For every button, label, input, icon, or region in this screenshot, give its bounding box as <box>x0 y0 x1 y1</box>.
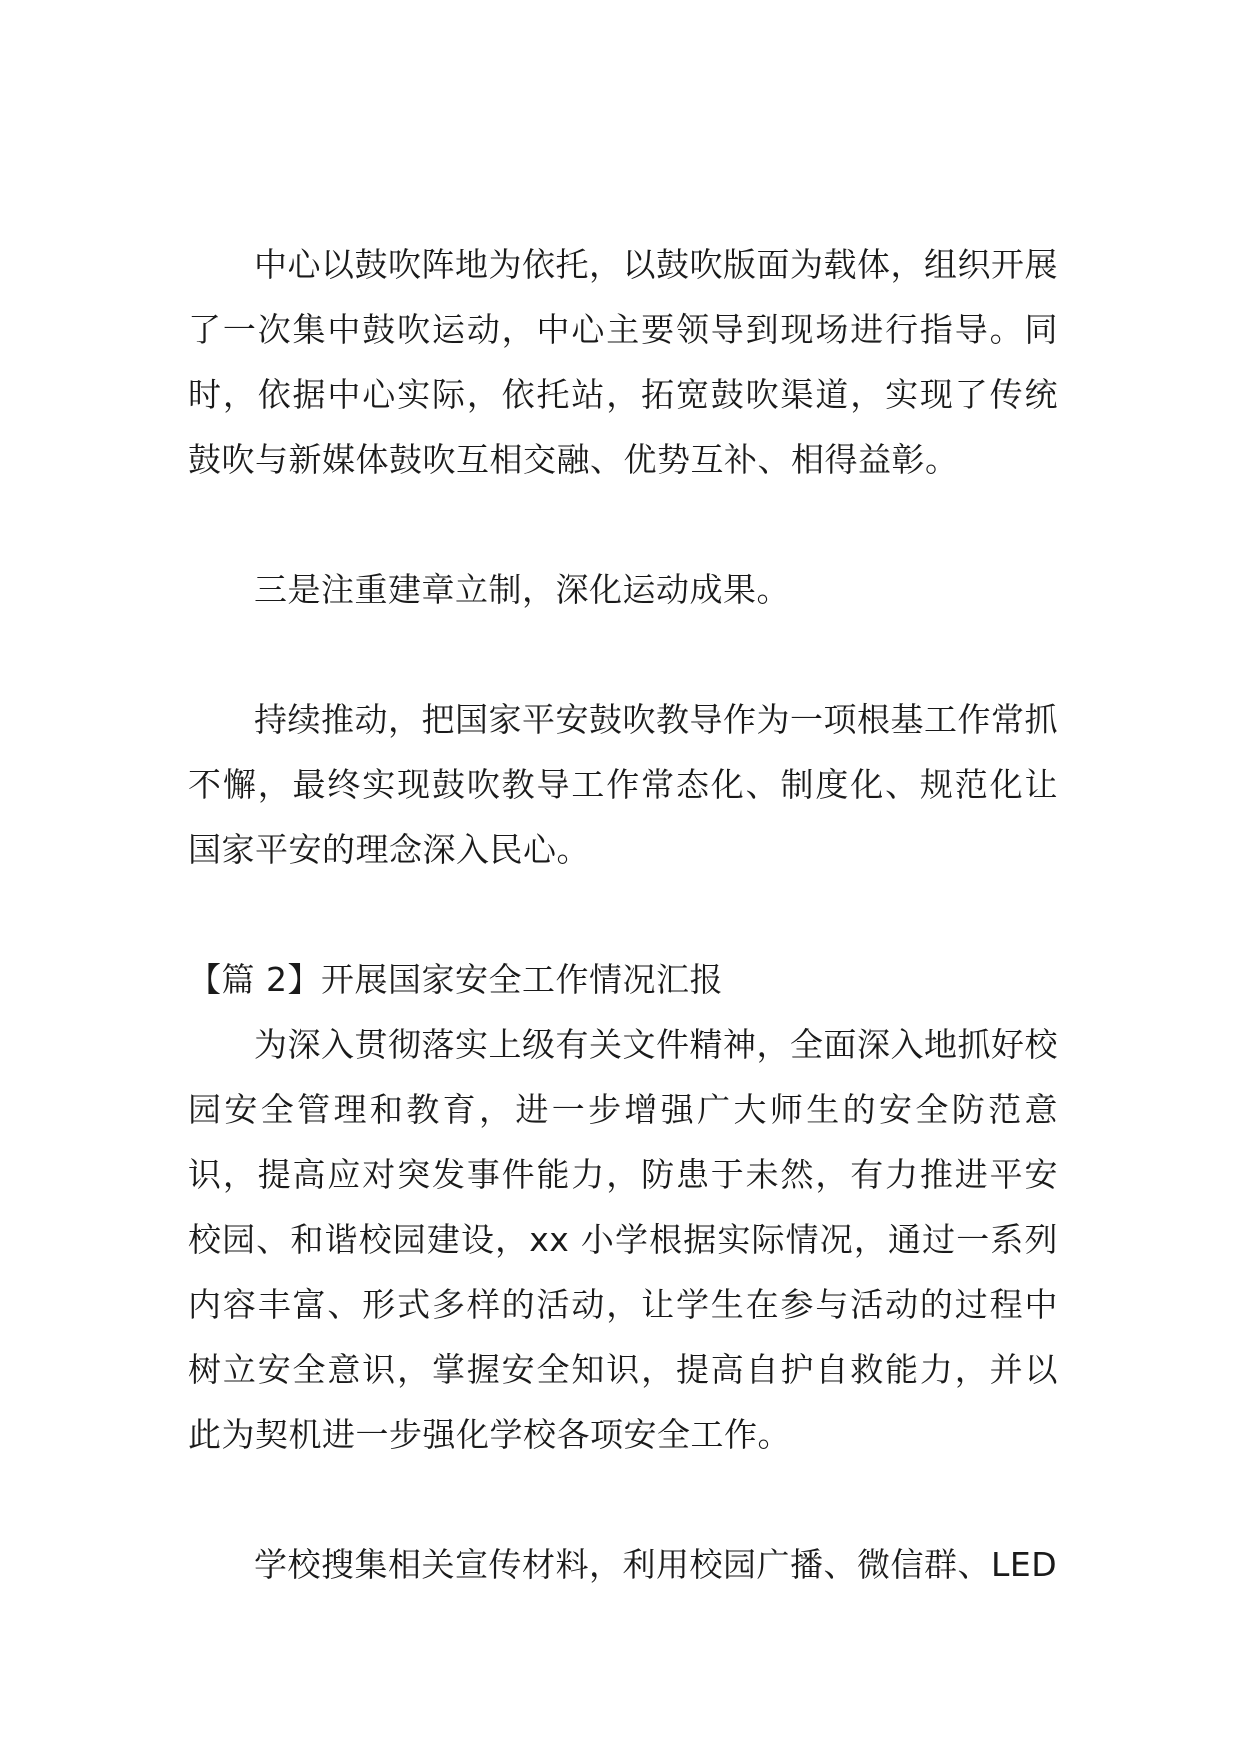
paragraph-continuous-promotion: 持续推动，把国家平安鼓吹教导作为一项根基工作常抓不懈，最终实现鼓吹教导工作常态化、制度化、规范化让国家平安的理念深入民心。 <box>188 700 1058 869</box>
section-heading: 【篇 2】开展国家安全工作情况汇报 <box>188 960 723 999</box>
paragraph-materials: 学校搜集相关宣传材料，利用校园广播、微信群、LED <box>254 1545 1058 1584</box>
paragraph-propaganda-base: 中心以鼓吹阵地为依托，以鼓吹版面为载体，组织开展了一次集中鼓吹运动，中心主要领导到现场进行指导。同时，依据中心实际，依托站，拓宽鼓吹渠道，实现了传统鼓吹与新媒体鼓吹互相交融、优势互补、相得益彰。 <box>188 245 1058 479</box>
paragraph-school-safety-intro: 为深入贯彻落实上级有关文件精神，全面深入地抓好校园安全管理和教育，进一步增强广大师生的安全防范意识，提高应对突发事件能力，防患于未然，有力推进平安校园、和谐校园建设，xx 小学根据实际情况，通过一系列内容丰富、形式多样的活动，让学生在参与活动的过程中树立安全意识，掌握安全知识，提高自护自救能力，并以此为契机进一步强化学校各项安全工作。 <box>188 1025 1058 1454</box>
paragraph-third-point: 三是注重建章立制，深化运动成果。 <box>254 570 790 609</box>
paragraph-spacer <box>188 622 1058 687</box>
paragraph-spacer <box>188 492 1058 557</box>
paragraph-spacer <box>188 1467 1058 1532</box>
document-body <box>188 232 1058 1597</box>
paragraph-spacer <box>188 882 1058 947</box>
